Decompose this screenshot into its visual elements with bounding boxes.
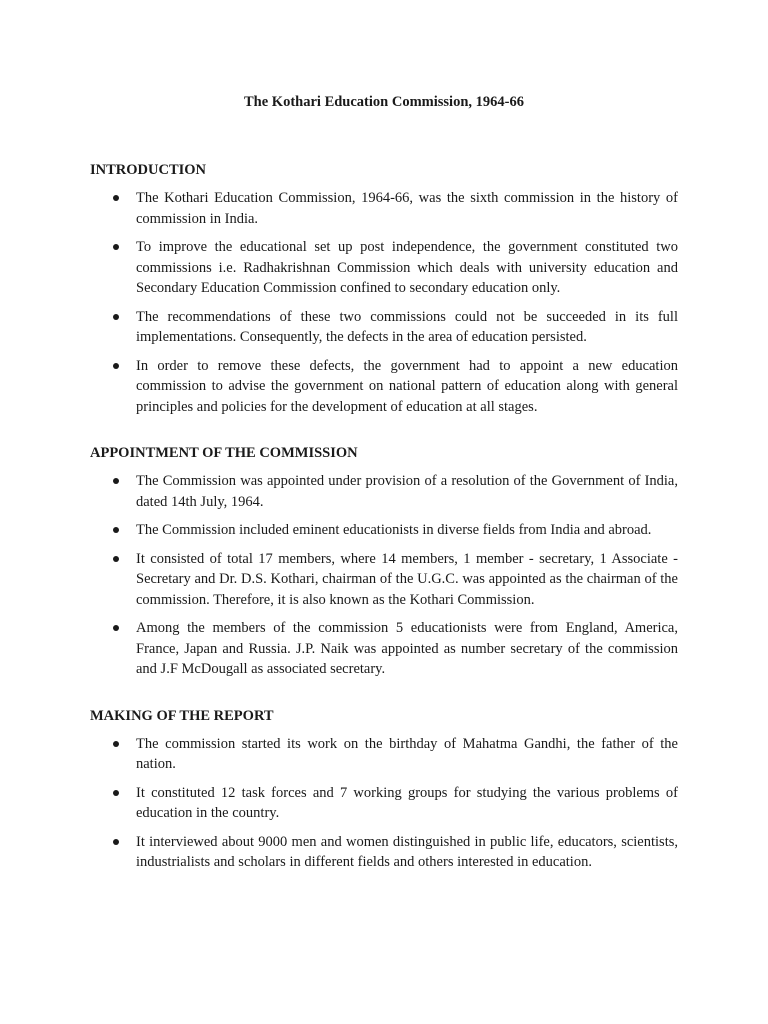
section-making-of-report	[90, 706, 678, 873]
bullet-list	[90, 188, 678, 417]
list-item	[90, 356, 678, 418]
list-item	[90, 783, 678, 824]
section-heading: APPOINTMENT OF THE COMMISSION	[90, 445, 358, 461]
list-item-text: The commission started its work on the birthday of Mahatma Gandhi, the father of the nation.	[136, 735, 678, 772]
list-item	[90, 549, 678, 611]
list-item-text: It consisted of total 17 members, where 14 members, 1 member - secretary, 1 Associate - Secretary and Dr. D.S. Kothari, chairman of the U.G.C. was appointed as the chairman of the commission. Therefore, it is also known as the Kothari Commission.	[136, 550, 678, 608]
bullet-icon	[113, 363, 119, 369]
section-introduction	[90, 160, 678, 417]
bullet-icon	[113, 478, 119, 484]
bullet-icon	[113, 195, 119, 201]
document-title: The Kothari Education Commission, 1964-66	[244, 94, 524, 110]
list-item-text: The recommendations of these two commissions could not be succeeded in its full implementations. Consequently, the defects in the area of education persisted.	[136, 308, 678, 345]
list-item	[90, 520, 678, 541]
list-item-text: The Commission included eminent educationists in diverse fields from India and abroad.	[136, 522, 652, 538]
list-item	[90, 832, 678, 873]
section-heading: MAKING OF THE REPORT	[90, 707, 274, 724]
list-item	[90, 237, 678, 299]
list-item-text: It interviewed about 9000 men and women distinguished in public life, educators, scientists, industrialists and scholars in different fields and others interested in education.	[136, 833, 678, 870]
list-item-text: It constituted 12 task forces and 7 working groups for studying the various problems of education in the country.	[136, 784, 678, 821]
list-item-text: The Commission was appointed under provision of a resolution of the Government of India, dated 14th July, 1964.	[136, 473, 678, 510]
list-item	[90, 471, 678, 512]
list-item-text: In order to remove these defects, the government had to appoint a new education commission to advise the government on national pattern of education along with general principles and policies for the development of education at all stages.	[136, 357, 678, 415]
bullet-icon	[113, 839, 119, 845]
section-appointment	[90, 443, 678, 680]
bullet-icon	[113, 625, 119, 631]
bullet-icon	[113, 527, 119, 533]
bullet-icon	[113, 741, 119, 747]
list-item-text: The Kothari Education Commission, 1964-66, was the sixth commission in the history of commission in India.	[136, 190, 678, 227]
list-item	[90, 734, 678, 775]
list-item-text: Among the members of the commission 5 educationists were from England, America, France, Japan and Russia. J.P. Naik was appointed as number secretary of the commission and J.F McDougall as associated secretary.	[136, 620, 678, 677]
bullet-icon	[113, 314, 119, 320]
bullet-icon	[113, 244, 119, 250]
bullet-icon	[113, 790, 119, 796]
list-item-text: To improve the educational set up post independence, the government constituted two commissions i.e. Radhakrishnan Commission which deals with university education and Secondary Education Commission confined to secondary education only.	[136, 239, 678, 296]
list-item	[90, 307, 678, 348]
list-item	[90, 188, 678, 229]
bullet-list	[90, 734, 678, 873]
section-heading: INTRODUCTION	[90, 162, 207, 178]
bullet-list	[90, 471, 678, 680]
list-item	[90, 618, 678, 680]
bullet-icon	[113, 556, 119, 562]
